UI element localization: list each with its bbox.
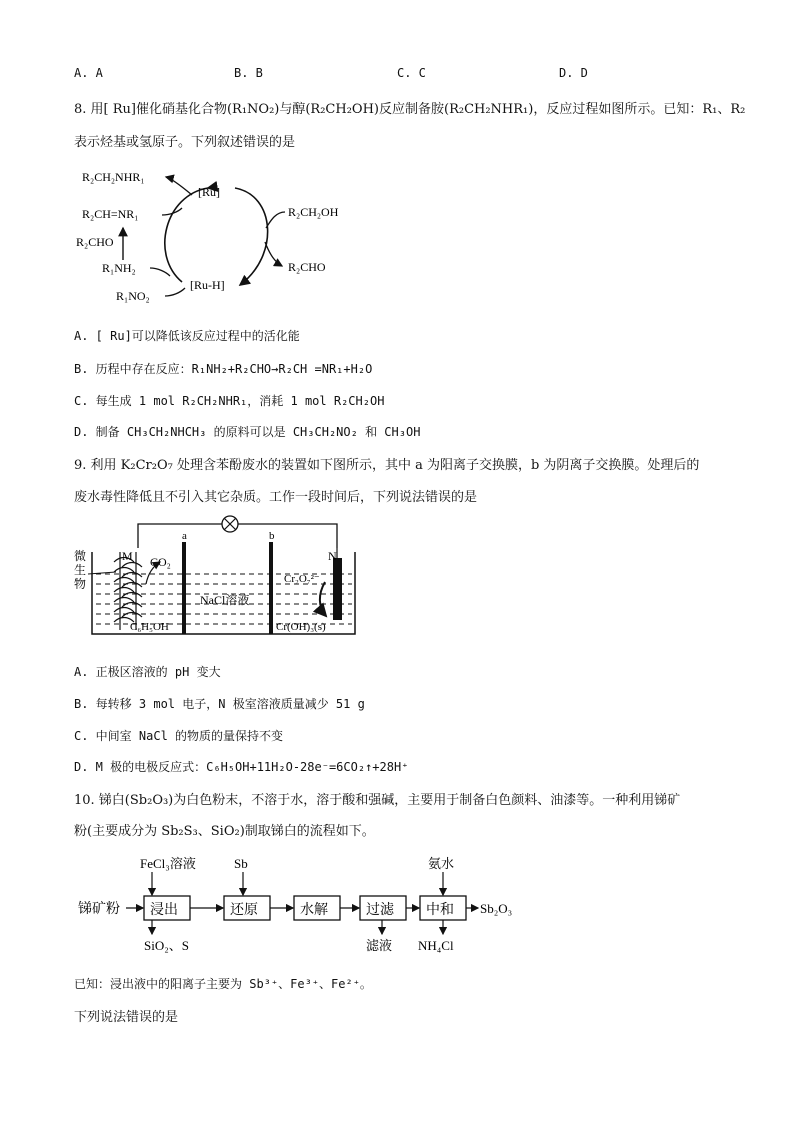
q10-stem-line1: 10. 锑白(Sb₂O₃)为白色粉末，不溶于水，溶于酸和强碱，主要用于制备白色颜料、油漆等。一种利用锑矿 [74, 793, 681, 808]
q8-option-d: D. 制备 CH₃CH₂NHCH₃ 的原料可以是 CH₃CH₂NO₂ 和 CH₃OH [74, 425, 421, 439]
label-microbe-1: 微 [74, 549, 87, 563]
cycle-arc-right [235, 188, 268, 285]
label-alcohol: R₂CH₂OH [288, 205, 339, 219]
option-b: B. B [234, 66, 263, 80]
label-step-filtration: 过滤 [366, 903, 394, 918]
arrow-from-imine [162, 208, 182, 215]
q9-option-c: C. 中间室 NaCl 的物质的量保持不变 [74, 729, 284, 743]
q9-stem-line2: 废水毒性降低且不引入其它杂质。工作一段时间后，下列说法错误的是 [74, 490, 478, 505]
q9-option-a: A. 正极区溶液的 pH 变大 [74, 665, 221, 679]
label-step-hydrolysis: 水解 [300, 903, 328, 918]
label-start: 锑矿粉 [78, 902, 120, 917]
q8-option-b: B. 历程中存在反应：R₁NH₂+R₂CHO→R₂CH =NR₁+H₂O [74, 362, 373, 376]
label-phenol: C₆H₅OH [130, 621, 169, 633]
label-ru: [Ru] [198, 185, 220, 199]
electrolysis-cell-diagram [70, 512, 370, 642]
label-imine: R₂CH=NR₁ [82, 207, 139, 221]
label-dichromate: Cr₂O₇²⁻ [284, 573, 320, 585]
label-electrode-m: M [122, 549, 133, 563]
q10-note: 已知：浸出液中的阳离子主要为 Sb³⁺、Fe³⁺、Fe²⁺。 [74, 977, 372, 991]
label-co2: CO₂ [150, 555, 171, 569]
label-step-neutralization: 中和 [426, 903, 454, 918]
electrode-n [333, 558, 342, 620]
label-step-leaching: 浸出 [150, 903, 178, 918]
option-d: D. D [559, 66, 588, 80]
q10-stem-line2: 粉(主要成分为 Sb₂S₃、SiO₂)制取锑白的流程如下。 [74, 824, 375, 839]
q8-stem-line2: 表示烃基或氢原子。下列叙述错误的是 [74, 135, 296, 150]
label-nacl: NaCl溶液 [200, 593, 250, 607]
q10-question: 下列说法错误的是 [74, 1010, 179, 1025]
label-aldehyde-left: R₂CHO [76, 235, 114, 249]
electrode-m [114, 552, 142, 630]
label-aldehyde-right: R₂CHO [288, 260, 326, 274]
label-ru-h: [Ru-H] [190, 278, 225, 292]
label-out-filtrate: 滤液 [366, 938, 393, 953]
q8-option-a: A. [ Ru]可以降低该反应过程中的活化能 [74, 329, 300, 343]
label-chromium-hydroxide: Cr(OH)₃(s) [276, 621, 326, 633]
label-product: Sb₂O₃ [480, 901, 513, 916]
label-amine: R₁NH₂ [102, 261, 136, 275]
ru-catalytic-cycle-diagram [70, 160, 370, 310]
label-membrane-b: b [269, 530, 275, 542]
label-out-nh4cl: NH₄Cl [418, 938, 454, 953]
q9-option-b: B. 每转移 3 mol 电子，N 极室溶液质量减少 51 g [74, 697, 365, 711]
arrow-dichromate [320, 582, 326, 616]
label-out-residue: SiO₂、S [144, 938, 189, 953]
label-membrane-a: a [182, 530, 187, 542]
label-in-fecl3: FeCl₃溶液 [140, 856, 196, 871]
cycle-arc-left [165, 188, 208, 282]
q9-option-d: D. M 极的电极反应式：C₆H₅OH+11H₂O-28e⁻=6CO₂↑+28H⁺ [74, 760, 409, 774]
arrow-amine-in [150, 268, 170, 276]
q9-stem-line1: 9. 利用 K₂Cr₂O₇ 处理含苯酚废水的装置如下图所示，其中 a 为阳离子交换膜，b 为阴离子交换膜。处理后的 [74, 458, 700, 473]
arrow-aldehyde-out [265, 242, 282, 266]
label-amine-product: R₂CH₂NHR₁ [82, 170, 145, 184]
label-step-reduction: 还原 [230, 903, 258, 918]
arrow-alcohol-in [266, 212, 285, 228]
label-nitro: R₁NO₂ [116, 289, 150, 303]
label-electrode-n: N [328, 549, 337, 563]
q8-option-c: C. 每生成 1 mol R₂CH₂NHR₁，消耗 1 mol R₂CH₂OH [74, 394, 385, 408]
option-a: A. A [74, 66, 103, 80]
option-c: C. C [397, 66, 426, 80]
q8-stem-line1: 8. 用[ Ru]催化硝基化合物(R₁NO₂)与醇(R₂CH₂OH)反应制备胺(R₂CH₂NHR₁)，反应过程如图所示。已知：R₁、R₂ [74, 102, 746, 117]
arrow-nitro-in [165, 288, 185, 296]
process-flow-diagram [76, 852, 526, 964]
arrow-to-amine [166, 177, 192, 195]
membrane-a [182, 542, 186, 634]
label-in-sb: Sb [234, 856, 248, 871]
label-microbe-2: 生 [74, 563, 87, 577]
membrane-b [269, 542, 273, 634]
label-microbe-3: 物 [74, 577, 87, 591]
label-in-ammonia: 氨水 [428, 856, 455, 871]
